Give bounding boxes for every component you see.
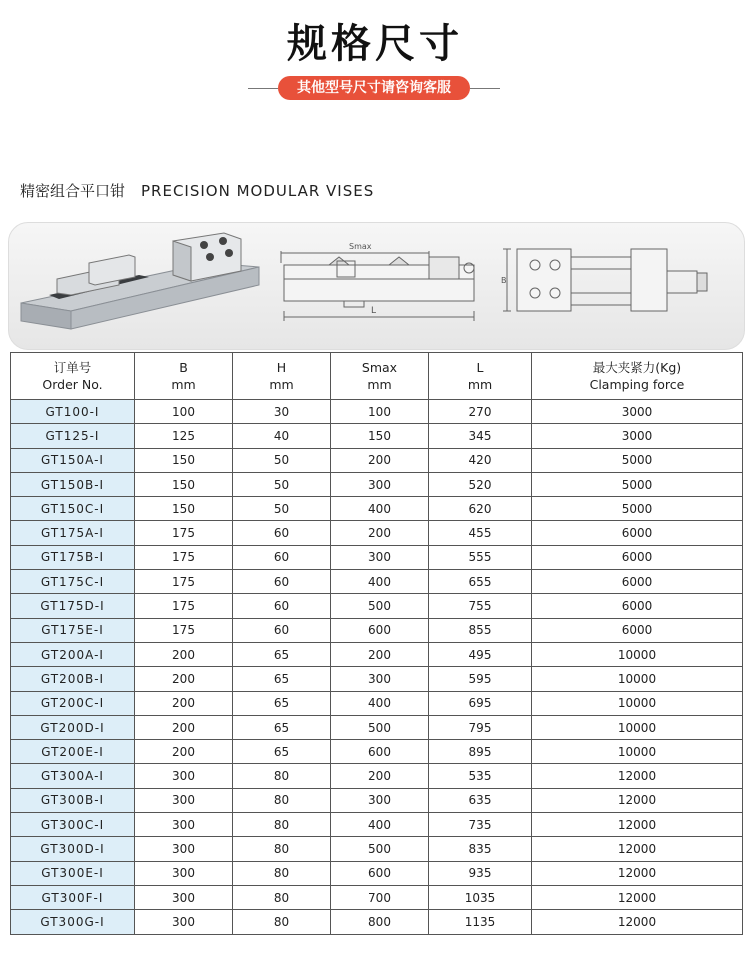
cell-clamping-force: 6000 xyxy=(532,545,743,569)
cell-smax: 300 xyxy=(331,667,429,691)
cell-smax: 500 xyxy=(331,715,429,739)
cell-b: 300 xyxy=(135,788,233,812)
cell-order-no: GT150A-Ⅰ xyxy=(11,448,135,472)
column-header-clamping-force: 最大夹紧力(Kg) Clamping force xyxy=(532,353,743,400)
cell-l: 1035 xyxy=(429,885,532,909)
table-row xyxy=(11,594,743,618)
cell-order-no: GT175D-Ⅰ xyxy=(11,594,135,618)
cell-order-no: GT175E-Ⅰ xyxy=(11,618,135,642)
cell-b: 300 xyxy=(135,910,233,934)
cell-order-no: GT150C-Ⅰ xyxy=(11,497,135,521)
table-row xyxy=(11,521,743,545)
cell-smax: 400 xyxy=(331,691,429,715)
length-label: L xyxy=(371,306,377,316)
vise-top-drawing xyxy=(503,249,707,311)
cell-l: 635 xyxy=(429,788,532,812)
table-row xyxy=(11,813,743,837)
column-header-h: H mm xyxy=(233,353,331,400)
cell-smax: 300 xyxy=(331,788,429,812)
vise-side-drawing xyxy=(281,251,474,321)
table-row xyxy=(11,788,743,812)
cell-h: 80 xyxy=(233,788,331,812)
cell-h: 60 xyxy=(233,570,331,594)
cell-l: 270 xyxy=(429,400,532,424)
cell-order-no: GT300E-Ⅰ xyxy=(11,861,135,885)
cell-smax: 400 xyxy=(331,813,429,837)
cell-order-no: GT300B-Ⅰ xyxy=(11,788,135,812)
subtitle-banner xyxy=(0,76,750,102)
cell-b: 200 xyxy=(135,691,233,715)
cell-b: 300 xyxy=(135,885,233,909)
cell-l: 420 xyxy=(429,448,532,472)
cell-smax: 150 xyxy=(331,424,429,448)
cell-order-no: GT200B-Ⅰ xyxy=(11,667,135,691)
column-header-b: B mm xyxy=(135,353,233,400)
product-figure xyxy=(8,222,745,350)
cell-h: 60 xyxy=(233,594,331,618)
cell-h: 80 xyxy=(233,861,331,885)
cell-smax: 700 xyxy=(331,885,429,909)
cell-smax: 800 xyxy=(331,910,429,934)
cell-h: 60 xyxy=(233,618,331,642)
table-row xyxy=(11,570,743,594)
cell-b: 175 xyxy=(135,521,233,545)
cell-h: 50 xyxy=(233,497,331,521)
spec-table xyxy=(10,352,743,935)
cell-clamping-force: 10000 xyxy=(532,691,743,715)
cell-smax: 100 xyxy=(331,400,429,424)
cell-l: 535 xyxy=(429,764,532,788)
cell-h: 80 xyxy=(233,764,331,788)
cell-clamping-force: 12000 xyxy=(532,885,743,909)
cell-h: 50 xyxy=(233,472,331,496)
cell-b: 150 xyxy=(135,448,233,472)
product-title-cn: 精密组合平口钳 xyxy=(20,182,126,200)
cell-order-no: GT200D-Ⅰ xyxy=(11,715,135,739)
cell-order-no: GT300A-Ⅰ xyxy=(11,764,135,788)
cell-l: 455 xyxy=(429,521,532,545)
cell-l: 855 xyxy=(429,618,532,642)
cell-h: 80 xyxy=(233,813,331,837)
cell-order-no: GT125-Ⅰ xyxy=(11,424,135,448)
cell-smax: 200 xyxy=(331,521,429,545)
cell-b: 150 xyxy=(135,497,233,521)
cell-l: 345 xyxy=(429,424,532,448)
cell-b: 100 xyxy=(135,400,233,424)
cell-l: 520 xyxy=(429,472,532,496)
table-row xyxy=(11,861,743,885)
cell-l: 620 xyxy=(429,497,532,521)
cell-order-no: GT150B-Ⅰ xyxy=(11,472,135,496)
product-title-en: PRECISION MODULAR VISES xyxy=(141,182,375,200)
cell-clamping-force: 6000 xyxy=(532,618,743,642)
vise-drawings xyxy=(9,223,744,349)
cell-b: 175 xyxy=(135,545,233,569)
cell-clamping-force: 6000 xyxy=(532,570,743,594)
cell-smax: 200 xyxy=(331,642,429,666)
cell-b: 175 xyxy=(135,594,233,618)
cell-order-no: GT200C-Ⅰ xyxy=(11,691,135,715)
cell-l: 1135 xyxy=(429,910,532,934)
cell-h: 60 xyxy=(233,521,331,545)
cell-clamping-force: 5000 xyxy=(532,497,743,521)
table-row xyxy=(11,691,743,715)
cell-l: 655 xyxy=(429,570,532,594)
cell-order-no: GT175B-Ⅰ xyxy=(11,545,135,569)
cell-h: 40 xyxy=(233,424,331,448)
cell-clamping-force: 6000 xyxy=(532,594,743,618)
page-title: 规格尺寸 xyxy=(287,21,463,67)
cell-l: 935 xyxy=(429,861,532,885)
cell-smax: 600 xyxy=(331,740,429,764)
contact-badge: 其他型号尺寸请咨询客服 xyxy=(278,76,470,100)
cell-clamping-force: 12000 xyxy=(532,861,743,885)
cell-b: 175 xyxy=(135,570,233,594)
smax-label: Smax xyxy=(349,242,372,251)
cell-order-no: GT300D-Ⅰ xyxy=(11,837,135,861)
cell-l: 495 xyxy=(429,642,532,666)
table-row xyxy=(11,448,743,472)
product-title xyxy=(20,180,374,201)
cell-b: 200 xyxy=(135,715,233,739)
cell-b: 150 xyxy=(135,472,233,496)
cell-b: 300 xyxy=(135,837,233,861)
cell-h: 60 xyxy=(233,545,331,569)
cell-smax: 400 xyxy=(331,570,429,594)
cell-clamping-force: 10000 xyxy=(532,740,743,764)
cell-b: 175 xyxy=(135,618,233,642)
column-header-smax: Smax mm xyxy=(331,353,429,400)
cell-b: 125 xyxy=(135,424,233,448)
cell-l: 555 xyxy=(429,545,532,569)
table-row xyxy=(11,740,743,764)
cell-order-no: GT200A-Ⅰ xyxy=(11,642,135,666)
table-row xyxy=(11,424,743,448)
table-row xyxy=(11,472,743,496)
cell-b: 200 xyxy=(135,642,233,666)
cell-order-no: GT300C-Ⅰ xyxy=(11,813,135,837)
cell-b: 300 xyxy=(135,764,233,788)
cell-smax: 300 xyxy=(331,472,429,496)
cell-h: 65 xyxy=(233,740,331,764)
cell-smax: 400 xyxy=(331,497,429,521)
cell-clamping-force: 12000 xyxy=(532,837,743,861)
cell-h: 65 xyxy=(233,642,331,666)
cell-order-no: GT100-Ⅰ xyxy=(11,400,135,424)
cell-smax: 500 xyxy=(331,837,429,861)
cell-clamping-force: 12000 xyxy=(532,813,743,837)
cell-h: 80 xyxy=(233,885,331,909)
cell-b: 300 xyxy=(135,861,233,885)
table-row xyxy=(11,618,743,642)
cell-l: 895 xyxy=(429,740,532,764)
table-row xyxy=(11,715,743,739)
cell-clamping-force: 12000 xyxy=(532,788,743,812)
table-header-row xyxy=(11,353,743,400)
cell-l: 735 xyxy=(429,813,532,837)
cell-h: 65 xyxy=(233,667,331,691)
cell-smax: 600 xyxy=(331,618,429,642)
cell-l: 695 xyxy=(429,691,532,715)
cell-l: 835 xyxy=(429,837,532,861)
cell-l: 795 xyxy=(429,715,532,739)
table-row xyxy=(11,400,743,424)
cell-clamping-force: 5000 xyxy=(532,472,743,496)
cell-l: 755 xyxy=(429,594,532,618)
cell-clamping-force: 3000 xyxy=(532,400,743,424)
cell-smax: 200 xyxy=(331,448,429,472)
cell-h: 65 xyxy=(233,715,331,739)
table-row xyxy=(11,910,743,934)
divider xyxy=(248,88,278,89)
table-row xyxy=(11,837,743,861)
cell-smax: 500 xyxy=(331,594,429,618)
table-row xyxy=(11,764,743,788)
cell-clamping-force: 12000 xyxy=(532,764,743,788)
cell-clamping-force: 5000 xyxy=(532,448,743,472)
cell-order-no: GT175C-Ⅰ xyxy=(11,570,135,594)
cell-b: 200 xyxy=(135,667,233,691)
table-row xyxy=(11,667,743,691)
cell-smax: 200 xyxy=(331,764,429,788)
cell-h: 30 xyxy=(233,400,331,424)
cell-clamping-force: 10000 xyxy=(532,667,743,691)
cell-h: 50 xyxy=(233,448,331,472)
cell-l: 595 xyxy=(429,667,532,691)
width-label: B xyxy=(501,276,507,285)
cell-clamping-force: 12000 xyxy=(532,910,743,934)
cell-b: 300 xyxy=(135,813,233,837)
cell-b: 200 xyxy=(135,740,233,764)
cell-h: 65 xyxy=(233,691,331,715)
cell-h: 80 xyxy=(233,910,331,934)
column-header-order: 订单号 Order No. xyxy=(11,353,135,400)
cell-order-no: GT200E-Ⅰ xyxy=(11,740,135,764)
cell-clamping-force: 10000 xyxy=(532,642,743,666)
cell-clamping-force: 6000 xyxy=(532,521,743,545)
column-header-l: L mm xyxy=(429,353,532,400)
cell-clamping-force: 3000 xyxy=(532,424,743,448)
cell-order-no: GT300F-Ⅰ xyxy=(11,885,135,909)
cell-clamping-force: 10000 xyxy=(532,715,743,739)
table-row xyxy=(11,642,743,666)
table-row xyxy=(11,545,743,569)
divider xyxy=(470,88,500,89)
table-row xyxy=(11,885,743,909)
cell-order-no: GT300G-Ⅰ xyxy=(11,910,135,934)
cell-h: 80 xyxy=(233,837,331,861)
cell-smax: 300 xyxy=(331,545,429,569)
cell-smax: 600 xyxy=(331,861,429,885)
cell-order-no: GT175A-Ⅰ xyxy=(11,521,135,545)
vise-photo xyxy=(21,233,259,329)
table-row xyxy=(11,497,743,521)
